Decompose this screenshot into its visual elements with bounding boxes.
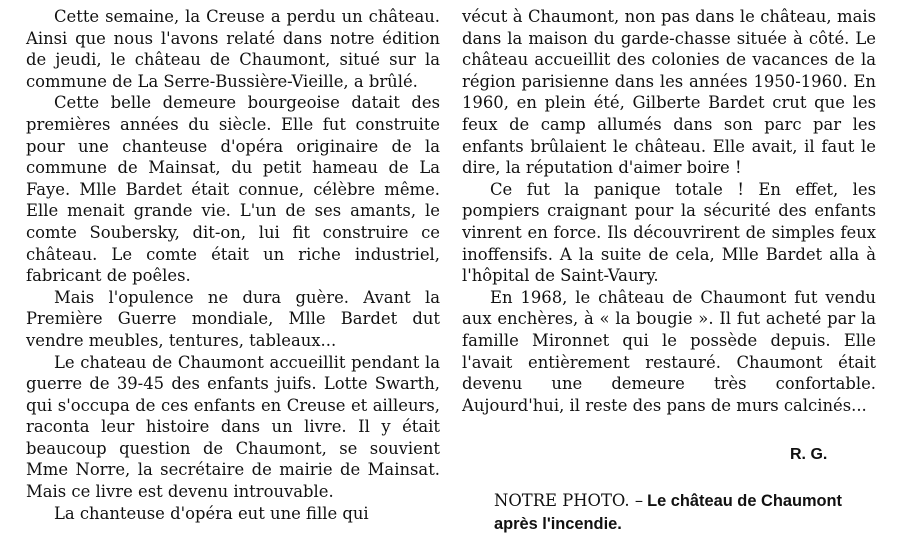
author-signature: R. G. bbox=[790, 446, 828, 463]
paragraph: En 1968, le château de Chaumont fut vendu aux enchères, à « la bougie ». Il fut acheté par la famille Mironnet qui le possède depuis. Elle l'avait entièrement restauré. Chaumont était devenu une demeure très confortable. Aujourd'hui, il reste des pans de murs calcinés... bbox=[462, 287, 876, 415]
paragraph: Cette belle demeure bourgeoise datait des premières années du siècle. Elle fut construite pour une chanteuse d'opéra originaire de la commune de Mainsat, du petit hameau de La Faye. Mlle Bardet était connue, célèbre même. Elle menait grande vie. L'un de ses amants, le comte Soubersky, dit-on, lui fit construire ce château. Le comte était un riche industriel, fabricant de poêles. bbox=[26, 93, 440, 286]
right-column bbox=[462, 6, 876, 416]
left-column bbox=[26, 6, 440, 524]
paragraph: Ce fut la panique totale ! En effet, les pompiers craignant pour la sécurité des enfants vinrent en force. Ils découvrirent de simples feux inoffensifs. A la suite de cela, Mlle Bardet alla à l'hôpital de Saint-Vaury. bbox=[462, 179, 876, 286]
paragraph: Cette semaine, la Creuse a perdu un château. Ainsi que nous l'avons relaté dans notre édition de jeudi, le château de Chaumont, situé sur la commune de La Serre-Bussière-Vieille, a brûlé. bbox=[26, 7, 440, 91]
photo-caption bbox=[494, 490, 874, 535]
paragraph-continuation: vécut à Chaumont, non pas dans le château, mais dans la maison du garde-chasse située à côté. Le château accueillit des colonies de vacances de la région parisienne dans les années 1950-1960. En 1960, en plein été, Gilberte Bardet crut que les feux de camp allumés dans son parc par les enfants brûlaient le château. Elle avait, il faut le dire, la réputation d'aimer boire ! bbox=[462, 7, 876, 178]
caption-text: Le château de Chaumont après l'incendie. bbox=[494, 492, 843, 533]
paragraph: Mais l'opulence ne dura guère. Avant la Première Guerre mondiale, Mlle Bardet dut vendre meubles, tentures, tableaux... bbox=[26, 287, 440, 350]
caption-lead: NOTRE PHOTO. – bbox=[494, 491, 644, 510]
paragraph: La chanteuse d'opéra eut une fille qui bbox=[54, 503, 369, 523]
paragraph: Le chateau de Chaumont accueillit pendant la guerre de 39-45 des enfants juifs. Lotte Swarth, qui s'occupa de ces enfants en Creuse et ailleurs, raconta leur histoire dans un livre. Il y était beaucoup question de Chaumont, se souvient Mme Norre, la secrétaire de mairie de Mainsat. Mais ce livre est devenu introuvable. bbox=[26, 352, 440, 502]
